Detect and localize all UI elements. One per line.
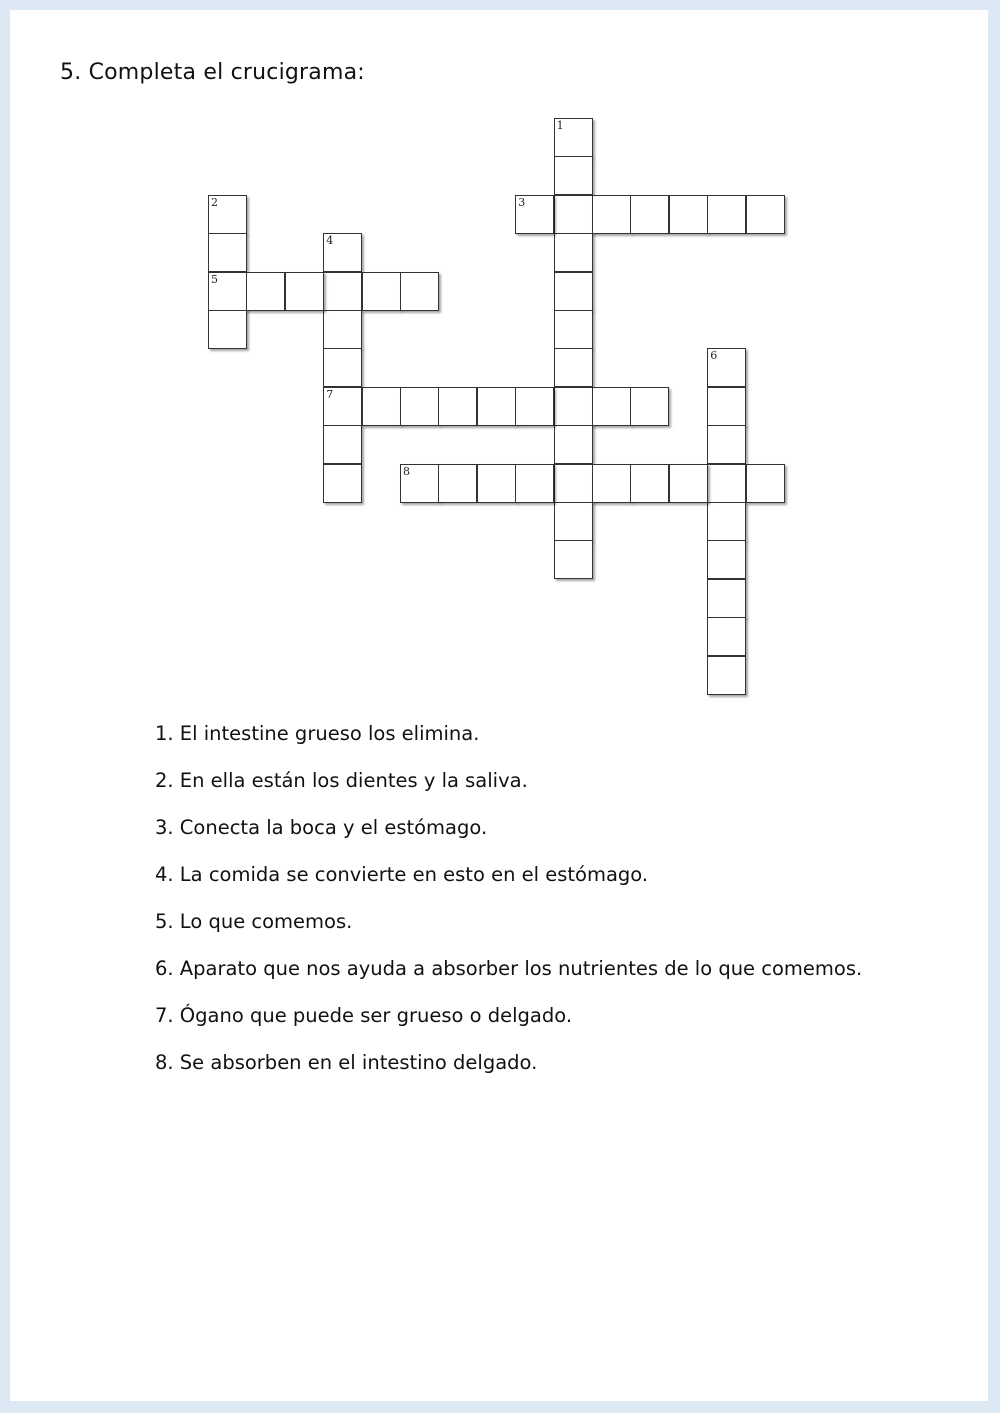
crossword-cell[interactable] [707,617,746,656]
crossword-cell[interactable] [707,656,746,695]
crossword-cell[interactable] [400,464,439,503]
crossword-cell[interactable] [746,195,785,234]
crossword-cell[interactable] [592,387,631,426]
crossword-cell[interactable] [592,464,631,503]
crossword-cell[interactable] [630,195,669,234]
crossword-cell[interactable] [554,272,593,311]
crossword-cell[interactable] [477,387,516,426]
clue-number-label: 3 [518,195,526,209]
crossword-cell[interactable] [707,195,746,234]
clue-item-8: 8. Se absorben en el intestino delgado. [155,1051,538,1074]
crossword-cell[interactable] [707,540,746,579]
crossword-cell[interactable] [515,195,554,234]
crossword-cell[interactable] [554,464,593,503]
crossword-cell[interactable] [554,387,593,426]
clue-number-label: 6 [710,349,718,363]
clue-item-4: 4. La comida se convierte en esto en el estómago. [155,863,649,886]
exercise-title: 5. Completa el crucigrama: [60,60,365,85]
crossword-cell[interactable] [554,540,593,579]
crossword-cell[interactable] [323,425,362,464]
crossword-cell[interactable] [362,272,401,311]
crossword-cell[interactable] [323,272,362,311]
clue-number-label: 5 [211,272,218,286]
crossword-cell[interactable] [707,464,746,503]
crossword-cell[interactable] [208,195,247,234]
crossword-cell[interactable] [477,464,516,503]
clue-item-3: 3. Conecta la boca y el estómago. [155,816,488,839]
clue-number-label: 1 [556,119,564,132]
clue-list [155,722,862,1098]
crossword-cell[interactable] [554,348,593,387]
crossword-cell[interactable] [285,272,324,311]
crossword-cell[interactable] [323,310,362,349]
crossword-cell[interactable] [515,387,554,426]
clue-number-label: 7 [326,387,334,401]
crossword-cell[interactable] [707,348,746,387]
crossword-cell[interactable] [707,579,746,618]
crossword-cell[interactable] [323,387,362,426]
crossword-cell[interactable] [400,272,439,311]
crossword-cell[interactable] [208,310,247,349]
clue-item-7: 7. Ógano que puede ser grueso o delgado. [155,1004,573,1027]
crossword-cell[interactable] [438,464,477,503]
crossword-cell[interactable] [554,195,593,234]
clue-item-2: 2. En ella están los dientes y la saliva. [155,769,528,792]
worksheet-page [10,10,988,1401]
crossword-cell[interactable] [669,464,708,503]
crossword-cell[interactable] [630,387,669,426]
crossword-cell[interactable] [554,310,593,349]
clue-number-label: 2 [211,195,218,209]
crossword-cell[interactable] [323,348,362,387]
crossword-cell[interactable] [400,387,439,426]
clue-number-label: 8 [403,464,410,478]
crossword-cell[interactable] [208,233,247,272]
crossword-cell[interactable] [515,464,554,503]
crossword-cell[interactable] [246,272,285,311]
crossword-cell[interactable] [438,387,477,426]
crossword-cell[interactable] [554,425,593,464]
crossword-cell[interactable] [554,156,593,195]
crossword-cell[interactable] [208,272,247,311]
crossword-cell[interactable] [746,464,785,503]
crossword-cell[interactable] [707,387,746,426]
crossword-grid [10,10,988,710]
crossword-cell[interactable] [554,118,593,157]
clue-number-label: 4 [326,234,334,248]
crossword-cell[interactable] [554,502,593,541]
crossword-cell[interactable] [669,195,708,234]
crossword-cell[interactable] [707,502,746,541]
crossword-cell[interactable] [630,464,669,503]
crossword-cell[interactable] [554,233,593,272]
crossword-cell[interactable] [323,233,362,272]
crossword-cell[interactable] [592,195,631,234]
clue-item-5: 5. Lo que comemos. [155,910,353,933]
crossword-cell[interactable] [362,387,401,426]
clue-item-6: 6. Aparato que nos ayuda a absorber los nutrientes de lo que comemos. [155,957,863,980]
crossword-cell[interactable] [323,464,362,503]
crossword-cell[interactable] [707,425,746,464]
clue-item-1: 1. El intestine grueso los elimina. [155,722,480,745]
